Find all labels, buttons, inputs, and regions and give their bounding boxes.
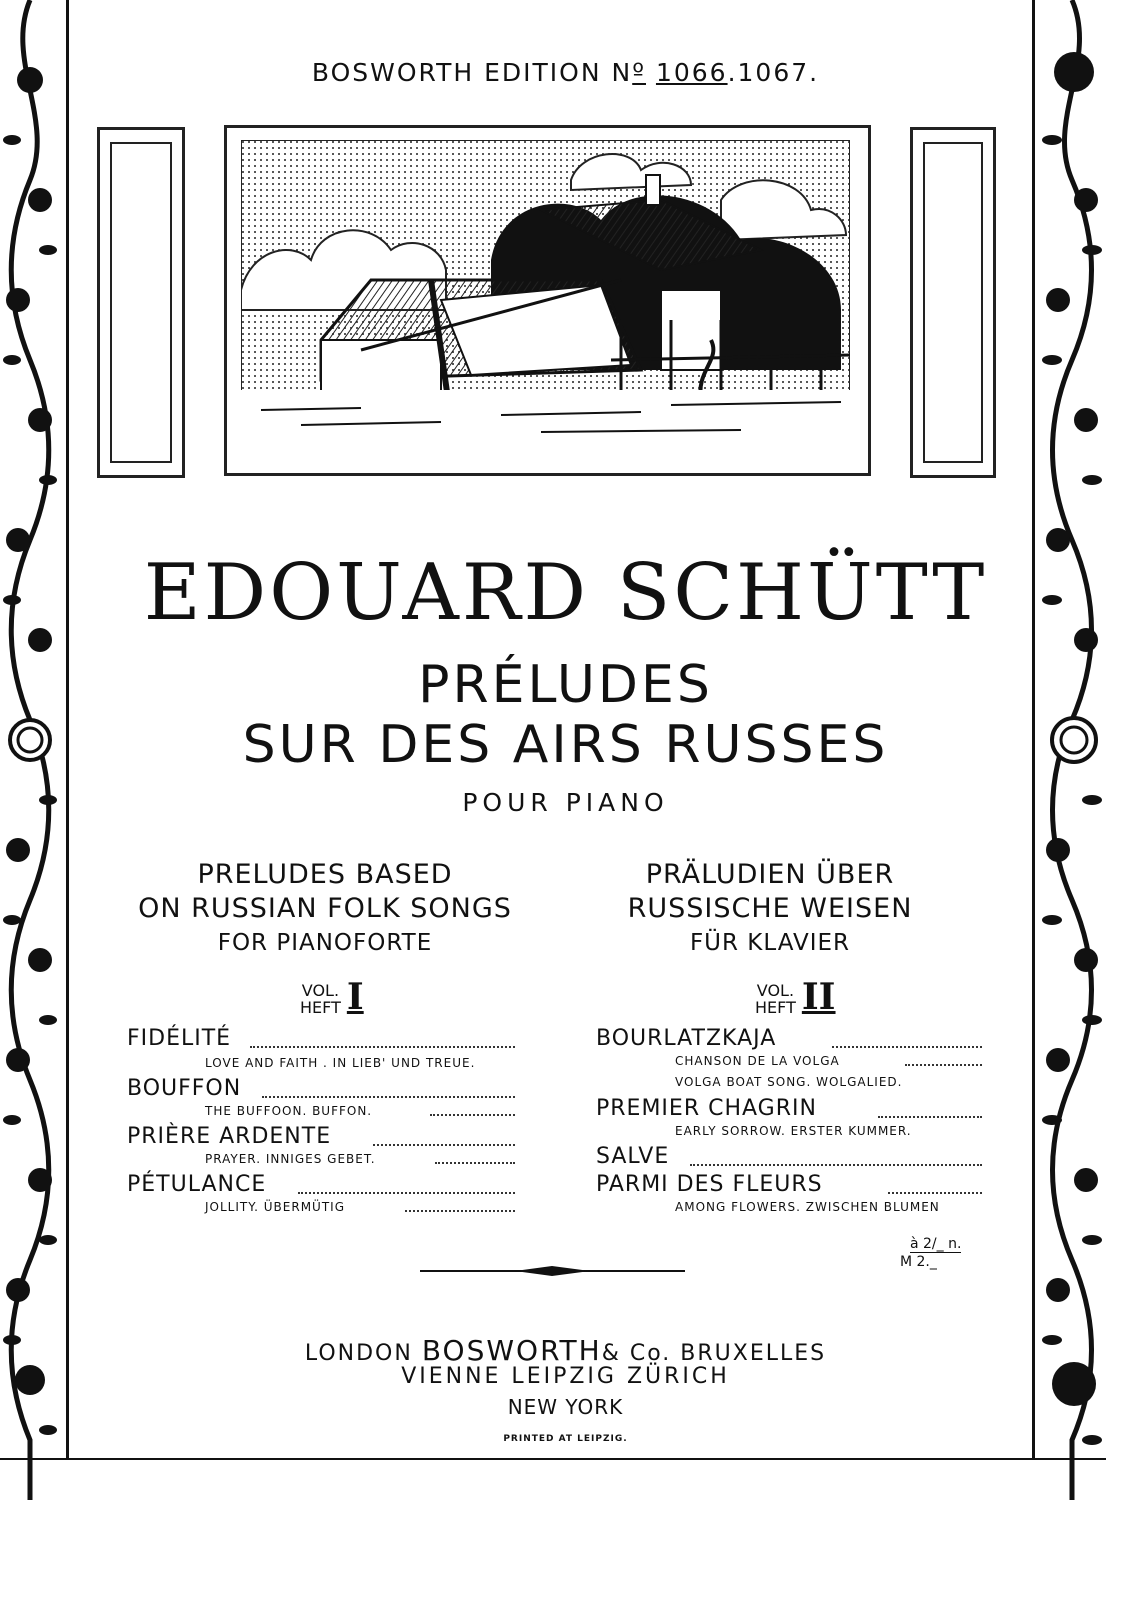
price-line-1: à 2/_ n. [910,1236,962,1252]
publisher-city-london: LONDON [304,1341,413,1366]
leader-dots [298,1192,515,1194]
publisher-line-1 [0,1334,1131,1367]
vol1-heft-label: HEFT [300,998,341,1017]
leader-dots [262,1096,515,1098]
right-side-panel [910,127,996,478]
vol1-heading [300,978,364,1016]
vol1-vol-label: VOL. [301,981,340,1000]
composer-name: EDOUARD SCHÜTT [143,548,988,638]
publisher-city-bruxelles: BRUXELLES [680,1341,827,1366]
vol1-piece-4-title: PÉTULANCE [127,1172,267,1197]
leader-dots [373,1144,515,1146]
left-side-panel [97,127,185,478]
vol1-piece-2-translation: THE BUFFOON. BUFFON. [205,1104,373,1118]
leader-dots [888,1192,982,1194]
leader-dots [905,1064,982,1066]
english-line-3: FOR PIANOFORTE [217,930,433,956]
vol1-piece-4-translation: JOLLITY. ÜBERMÜTIG [205,1200,345,1214]
edition-no-sign: º [632,58,646,87]
english-line-2: ON RUSSIAN FOLK SONGS [138,893,512,924]
leader-dots [430,1114,515,1116]
publisher-line-3: NEW YORK [507,1395,624,1419]
german-line-3: FÜR KLAVIER [689,930,851,956]
vol2-piece-4-translation: AMONG FLOWERS. ZWISCHEN BLUMEN [675,1200,940,1214]
vol2-piece-2-title: PREMIER CHAGRIN [596,1096,817,1121]
vol2-heft-label: HEFT [755,998,796,1017]
leader-dots [435,1162,515,1164]
vol2-piece-1-title: BOURLATZKAJA [596,1026,777,1051]
vol1-piece-1-title: FIDÉLITÉ [127,1026,232,1051]
edition-prefix: BOSWORTH EDITION N [311,58,633,87]
vol2-piece-2-translation: EARLY SORROW. ERSTER KUMMER. [675,1124,912,1138]
vol2-piece-1-translation-1: CHANSON DE LA VOLGA [675,1054,840,1068]
vol1-piece-3-translation: PRAYER. INNIGES GEBET. [205,1152,376,1166]
german-line-1: PRÄLUDIEN ÜBER [645,859,895,890]
vol2-vol-label: VOL. [756,981,795,1000]
leader-dots [250,1046,515,1048]
vol1-piece-3-title: PRIÈRE ARDENTE [127,1124,332,1149]
leader-dots [878,1116,982,1118]
edition-num2: .1067. [727,58,820,87]
publisher-line-2: VIENNE LEIPZIG ZÜRICH [401,1364,730,1389]
german-line-2: RUSSISCHE WEISEN [627,893,913,924]
price-line-2: M 2._ [900,1254,937,1270]
title-line-2: SUR DES AIRS RUSSES [242,715,889,775]
vol2-number: II [801,976,836,1018]
publisher-name: BOSWORTH [421,1334,602,1367]
title-line-1: PRÉLUDES [418,655,713,715]
ornamental-divider [420,1264,685,1278]
edition-number [0,58,1131,87]
vol2-heading [755,978,836,1016]
edition-num1: 1066 [655,58,728,87]
leader-dots [832,1046,982,1048]
leader-dots [690,1164,982,1166]
vol2-piece-4-title: PARMI DES FLEURS [596,1172,823,1197]
vol1-piece-1-translation: LOVE AND FAITH . IN LIEB' UND TREUE. [205,1056,476,1070]
english-line-1: PRELUDES BASED [197,859,453,890]
cottage-landscape-illustration [241,140,850,455]
title-pour-piano: POUR PIANO [462,788,669,817]
illustration-frame [224,125,871,476]
printed-at-note: PRINTED AT LEIPZIG. [503,1434,628,1444]
vol2-piece-1-translation-2: VOLGA BOAT SONG. WOLGALIED. [675,1075,903,1089]
publisher-co: & Co. [601,1341,672,1366]
vol1-piece-2-title: BOUFFON [127,1076,242,1101]
bottom-frame-rule [0,1458,1106,1460]
vol1-number: I [346,976,364,1018]
english-subtitle [90,858,560,960]
leader-dots [405,1210,515,1212]
german-subtitle [560,858,980,960]
vol2-piece-3-title: SALVE [596,1144,670,1169]
